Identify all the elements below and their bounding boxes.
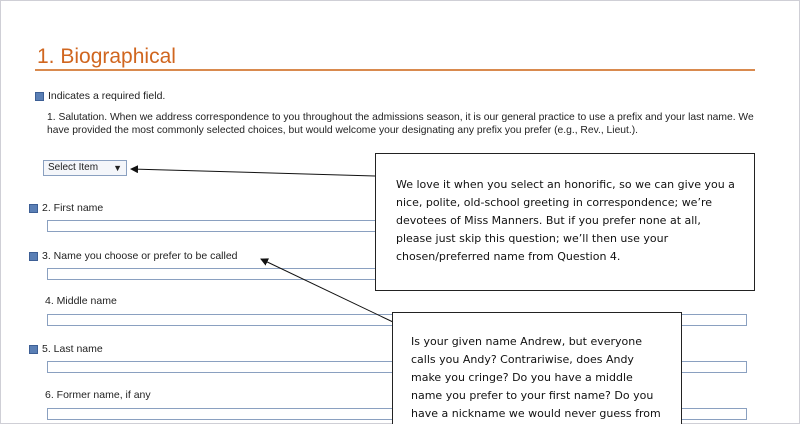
required-field-note bbox=[35, 90, 165, 102]
former-name-label: 6. Former name, if any bbox=[45, 389, 151, 401]
section-title: 1. Biographical bbox=[37, 45, 176, 68]
required-icon bbox=[35, 92, 44, 101]
required-note-text: Indicates a required field. bbox=[48, 90, 166, 102]
chevron-down-icon: ▼ bbox=[113, 163, 122, 173]
section-divider bbox=[35, 69, 755, 71]
preferred-name-label: 3. Name you choose or prefer to be called bbox=[29, 250, 238, 262]
honorific-callout: We love it when you select an honorific, so we can give you a nice, polite, old-school greeting in correspondence; we’re devotees of Miss Manners. But if you prefer none at all, please just skip this question; we’ll then use your chosen/preferred name from Question 4. bbox=[375, 153, 755, 291]
salutation-question: 1. Salutation. When we address correspondence to you throughout the admissions season, it is our general practice to use a prefix and your last name. We have provided the most commonly selected choices, but would welcome your designating any prefix you prefer (e.g., Rev., Lieut.). bbox=[47, 112, 754, 136]
required-icon bbox=[29, 252, 38, 261]
first-name-label: 2. First name bbox=[29, 202, 103, 214]
middle-name-label: 4. Middle name bbox=[45, 295, 117, 307]
required-icon bbox=[29, 345, 38, 354]
preferred-name-callout: Is your given name Andrew, but everyone calls you Andy? Contrariwise, does Andy make you cringe? Do you have a middle name you prefer to your first name? Do you have a nickname we would never guess from bbox=[392, 312, 682, 424]
required-icon bbox=[29, 204, 38, 213]
salutation-select[interactable] bbox=[43, 160, 127, 176]
salutation-select-value: Select Item bbox=[48, 162, 99, 173]
last-name-label: 5. Last name bbox=[29, 343, 103, 355]
